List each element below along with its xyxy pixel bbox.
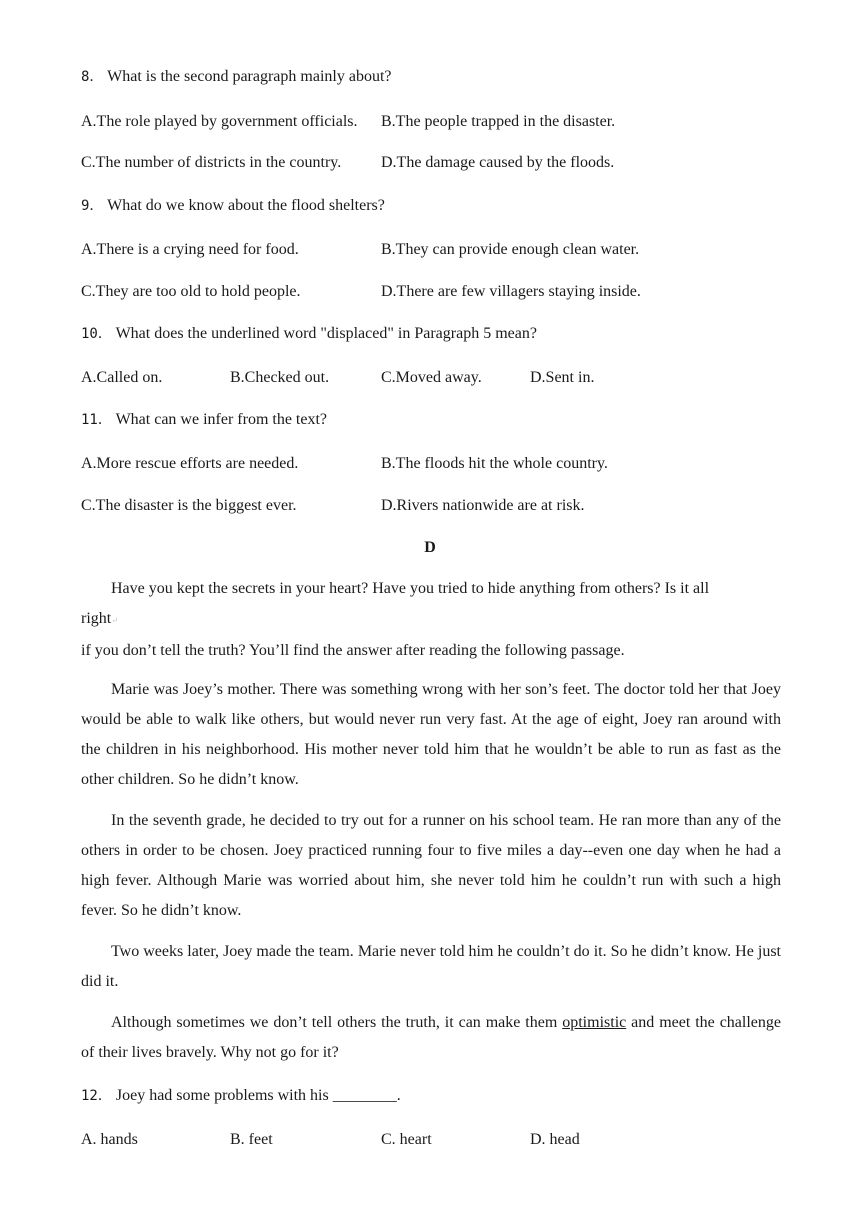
- q8-option-a: A.The role played by government officials.: [81, 113, 358, 130]
- question-number: 11．: [81, 412, 112, 428]
- paragraph-text: Marie was Joey’s mother. There was something wrong with her son’s feet. The doctor told her that Joey would be able to walk like others, but would never run very fast. At the age of eight, Joey ran around with the children in his neighborhood. His mother never told him that he wouldn’t be able to run as fast as the other children. So he didn’t know.: [81, 681, 781, 788]
- question-text: What can we infer from the text?: [111, 411, 328, 428]
- question-number: 10．: [81, 326, 112, 342]
- question-10-stem: [81, 324, 537, 344]
- q11-option-a: A.More rescue efforts are needed.: [81, 455, 299, 472]
- paragraph-text: Two weeks later, Joey made the team. Marie never told him he couldn’t do it. So he didn’t know. He just did it.: [81, 943, 781, 990]
- q12-option-b: B. feet: [230, 1131, 273, 1148]
- q9-option-a: A.There is a crying need for food.: [81, 241, 299, 258]
- q9-option-d: D.There are few villagers staying inside.: [381, 283, 641, 300]
- passage-paragraph-2: [81, 675, 781, 795]
- passage-line: right: [81, 610, 112, 627]
- q12-option-c: C. heart: [381, 1131, 432, 1148]
- text-run: and meet the challenge of their lives bravely. Why not go for it?: [81, 1014, 781, 1061]
- passage-paragraph-4: [81, 937, 781, 997]
- question-number: 8．: [81, 69, 104, 85]
- q10-option-a: A.Called on.: [81, 369, 163, 386]
- passage-paragraph-1: [81, 574, 781, 666]
- question-text: What is the second paragraph mainly about?: [103, 68, 392, 85]
- section-heading: D: [424, 539, 436, 556]
- passage-line: Have you kept the secrets in your heart? Have you tried to hide anything from others? Is it all: [111, 580, 710, 597]
- paragraph-text: [81, 1008, 781, 1068]
- question-text: Joey had some problems with his ________.: [111, 1087, 401, 1104]
- underlined-word: optimistic: [562, 1014, 627, 1031]
- paragraph-text: In the seventh grade, he decided to try out for a runner on his school team. He ran more than any of the others in order to be chosen. Joey practiced running four to five miles a day--even one day when he had a high fever. Although Marie was worried about him, she never told him he couldn’t run with such a high fever. So he didn’t know.: [81, 812, 781, 919]
- question-number: 9．: [81, 198, 104, 214]
- question-text: What do we know about the flood shelters?: [103, 197, 385, 214]
- q11-option-b: B.The floods hit the whole country.: [381, 455, 608, 472]
- question-number: 12．: [81, 1088, 112, 1104]
- q11-option-d: D.Rivers nationwide are at risk.: [381, 497, 585, 514]
- q10-option-b: B.Checked out.: [230, 369, 330, 386]
- question-11-stem: [81, 410, 327, 430]
- question-12-stem: [81, 1086, 401, 1106]
- q8-option-c: C.The number of districts in the country.: [81, 154, 342, 171]
- passage-paragraph-3: [81, 806, 781, 926]
- question-8-stem: [81, 67, 392, 87]
- question-9-stem: [81, 196, 385, 216]
- q9-option-b: B.They can provide enough clean water.: [381, 241, 640, 258]
- passage-paragraph-5: [81, 1008, 781, 1068]
- q12-option-d: D. head: [530, 1131, 580, 1148]
- q10-option-c: C.Moved away.: [381, 369, 482, 386]
- passage-line: if you don’t tell the truth? You’ll find the answer after reading the following passage.: [81, 642, 625, 659]
- line-break-mark: ↵: [111, 616, 118, 625]
- question-text: What does the underlined word "displaced" in Paragraph 5 mean?: [111, 325, 537, 342]
- text-run: Although sometimes we don’t tell others the truth, it can make them: [111, 1014, 563, 1031]
- q10-option-d: D.Sent in.: [530, 369, 595, 386]
- q9-option-c: C.They are too old to hold people.: [81, 283, 301, 300]
- q8-option-b: B.The people trapped in the disaster.: [381, 113, 616, 130]
- q11-option-c: C.The disaster is the biggest ever.: [81, 497, 297, 514]
- q12-option-a: A. hands: [81, 1131, 138, 1148]
- q8-option-d: D.The damage caused by the floods.: [381, 154, 615, 171]
